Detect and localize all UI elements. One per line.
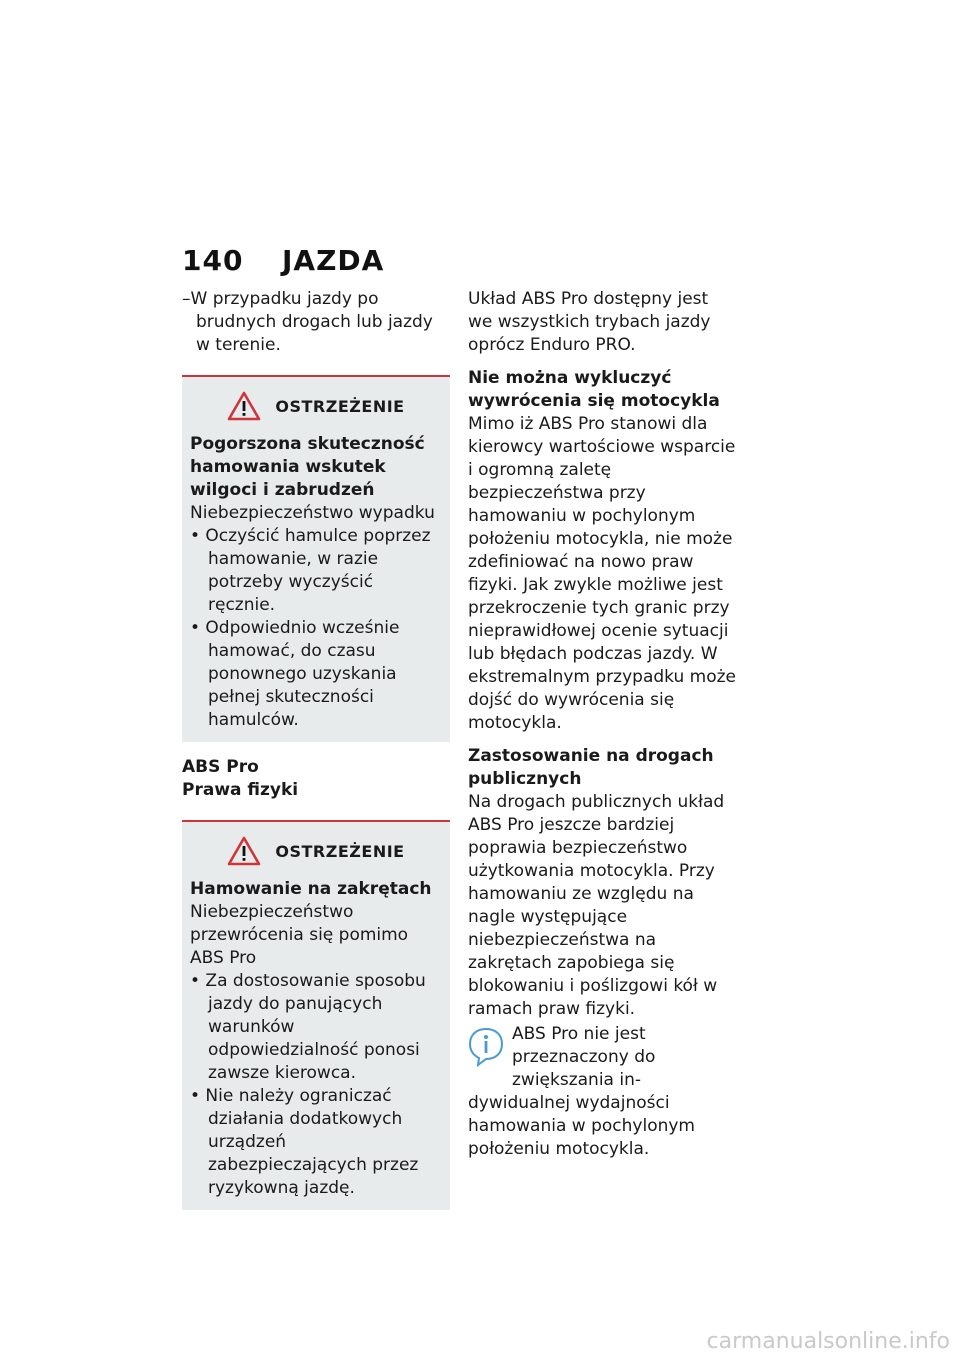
warning-box-1	[182, 375, 450, 742]
warning-label: OSTRZEŻENIE	[275, 396, 405, 416]
warning-header	[190, 836, 442, 866]
section-title-abs-pro: ABS Pro	[182, 757, 259, 777]
page-number: 140	[182, 244, 244, 277]
info-note	[468, 1023, 736, 1161]
info-text-line1: ABS Pro nie jest przeznaczony do zwiększania in-	[512, 1024, 656, 1090]
abs-intro-text: Układ ABS Pro dostępny jest we wszystkich trybach jazdy oprócz Enduro PRO.	[468, 289, 711, 355]
warning-title: Hamowanie na zakrętach	[190, 879, 432, 899]
info-icon	[468, 1027, 504, 1067]
warning-box-2	[182, 820, 450, 1210]
paragraph-overturn: Mimo iż ABS Pro stanowi dla kierowcy wartościowe wsparcie i ogromną zaletę bezpieczeństwa przy hamowaniu w pochylonym położeniu motocykla, nie może zdefiniować na nowo praw fizyki. Jak zwykle możliwe jest przekroczenie tych granic przy nieprawidłowej ocenie sytuacji lub błędach podczas jazdy. W ekstremalnym przypadku może dojść do wywrócenia się motocykla.	[468, 414, 737, 733]
intro-list-item: –W przypadku jazdy po brudnych drogach lub jazdy w terenie.	[182, 289, 433, 355]
heading-overturn: Nie można wykluczyć wywrócenia się motocykla	[468, 368, 720, 411]
warning-bullet: • Oczyścić hamulce poprzez hamowanie, w razie potrzeby wyczyścić ręcznie.	[190, 526, 431, 615]
warning-bullet: • Odpowiednio wcześnie hamować, do czasu ponownego uzyskania pełnej skuteczności hamulców.	[190, 618, 400, 730]
section-subtitle-physics: Prawa fizyki	[182, 780, 299, 800]
warning-title: Pogorszona skuteczność hamowania wskutek wilgoci i zabrudzeń	[190, 434, 425, 500]
page-header	[182, 244, 384, 277]
watermark-logo: carmanualsonline.info	[706, 1329, 950, 1354]
warning-triangle-icon	[227, 391, 261, 421]
warning-subtitle: Niebezpieczeństwo wypadku	[190, 503, 435, 523]
heading-public-roads: Zastosowanie na drogach publicznych	[468, 746, 714, 789]
right-column	[468, 288, 736, 1161]
warning-subtitle: Niebezpieczeństwo przewrócenia się pomimo ABS Pro	[190, 902, 409, 968]
warning-triangle-icon	[227, 836, 261, 866]
warning-bullet: • Nie należy ograniczać działania dodatkowych urządzeń zabezpieczających przez ryzykowną jazdę.	[190, 1086, 419, 1198]
chapter-title: JAZDA	[282, 244, 385, 277]
warning-label: OSTRZEŻENIE	[275, 841, 405, 861]
warning-header	[190, 391, 442, 421]
left-column	[182, 288, 450, 1210]
info-text-rest: dywidualnej wydajności hamowania w pochylonym położeniu motocykla.	[468, 1093, 695, 1159]
paragraph-public-roads: Na drogach publicznych układ ABS Pro jeszcze bardziej poprawia bezpieczeństwo użytkowania motocykla. Przy hamowaniu ze względu na nagle występujące niebezpieczeństwa na zakrętach zapobiega się blokowaniu i poślizgowi kół w ramach praw fizyki.	[468, 792, 725, 1019]
warning-bullet: • Za dostosowanie sposobu jazdy do panujących warunków odpowiedzialność ponosi zawsze kierowca.	[190, 971, 426, 1083]
